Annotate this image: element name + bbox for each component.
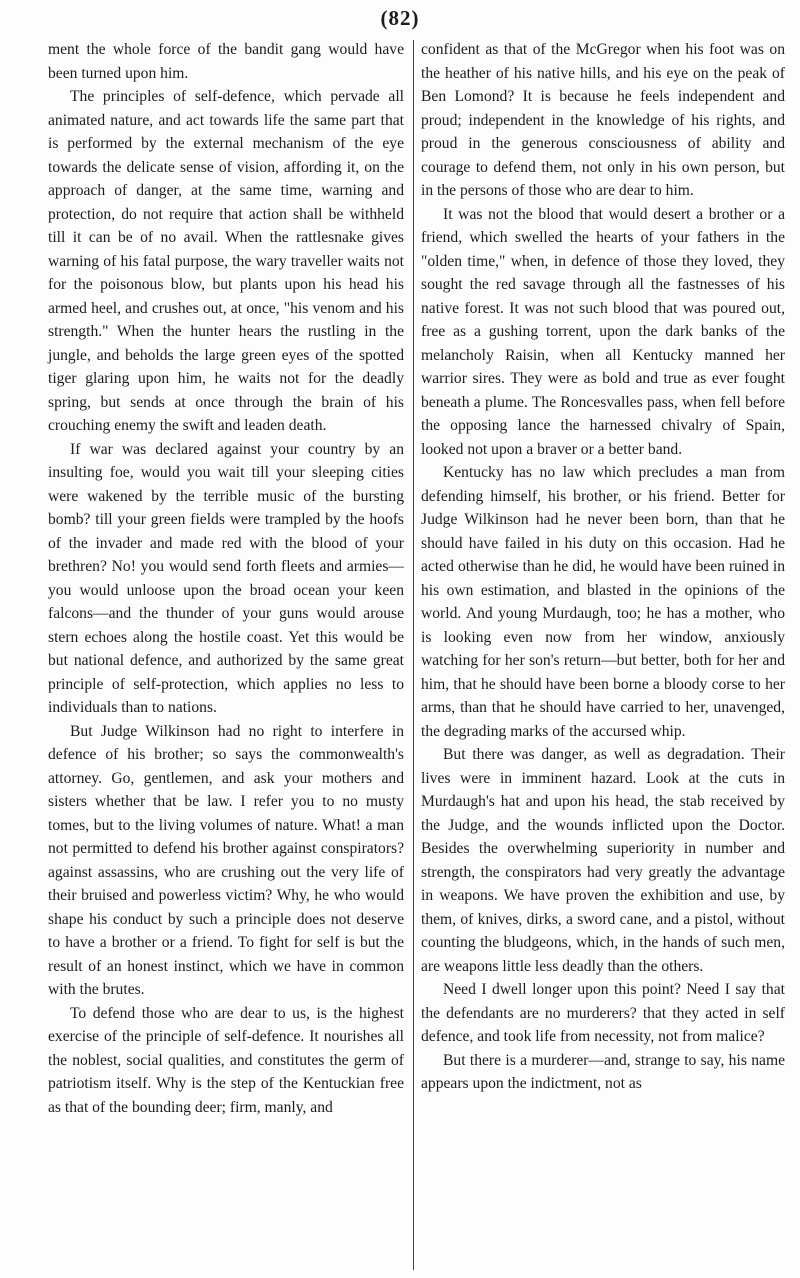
page-number: (82) xyxy=(380,6,420,30)
paragraph: To defend those who are dear to us, is the highest exercise of the principle of self-defence. It nourishes all the noblest, social qualities, and constitutes the germ of patriotism itself. Why is the step of the Kentuckian free as that of the bounding deer; firm, manly, and xyxy=(48,1004,404,1116)
left-column xyxy=(48,38,404,1119)
paragraph: Need I dwell longer upon this point? Need I say that the defendants are no murderers? that they acted in self defence, and took life from necessity, not from malice? xyxy=(421,981,785,1045)
paragraph: It was not the blood that would desert a brother or a friend, which swelled the hearts of your fathers in the "olden time," when, in defence of those they loved, they sought the red savage through all the fastnesses of his native forest. It was not such blood that was poured out, free as a gushing torrent, upon the dark banks of the melancholy Raisin, when all Kentucky manned her warrior sires. They were as bold and true as ever fought beneath a plume. The Roncesvalles pass, when fell before the opposing lance the harnessed chivalry of Spain, looked not upon a braver or a better band. xyxy=(421,205,785,458)
right-column xyxy=(421,38,785,1096)
paragraph: If war was declared against your country by an insulting foe, would you wait till your sleeping cities were wakened by the terrible music of the bursting bomb? till your green fields were trampled by the hoofs of the invader and made red with the blood of your brethren? No! you would send forth fleets and armies—you would unloose upon the broad ocean your keen falcons—and the thunder of your guns would arouse stern echoes along the hostile coast. Yet this would be but national defence, and authorized by the same great principle of self-protection, which applies no less to individuals than to nations. xyxy=(48,440,404,716)
paragraph: Kentucky has no law which precludes a man from defending himself, his brother, or his friend. Better for Judge Wilkinson had he never been born, than that he should have failed in his duty on this occasion. Had he acted otherwise than he did, he would have been ruined in his own estimation, and blasted in the opinions of the world. And young Murdaugh, too; he has a mother, who is looking even now from her window, anxiously watching for her son's return—but better, both for her and him, that he should have been borne a bloody corse to her arms, than that he should have carried to her, unavenged, the degrading marks of the accursed whip. xyxy=(421,464,785,740)
paragraph: But Judge Wilkinson had no right to interfere in defence of his brother; so says the commonwealth's attorney. Go, gentlemen, and ask your mothers and sisters whether that be law. I refer you to no musty tomes, but to the living volumes of nature. What! a man not permitted to defend his brother against conspirators? against assassins, who are crushing out the very life of their bruised and powerless victim? Why, he who would shape his conduct by such a principle does not deserve to have a brother or a friend. To fight for self is but the result of an honest instinct, which we have in common with the brutes. xyxy=(48,722,404,998)
paragraph: ment the whole force of the bandit gang would have been turned upon him. xyxy=(48,41,404,82)
paragraph: But there is a murderer—and, strange to say, his name appears upon the indictment, not as xyxy=(421,1051,785,1092)
column-divider xyxy=(413,40,414,1270)
paragraph: The principles of self-defence, which pervade all animated nature, and act towards life the same part that is performed by the external mechanism of the eye towards the delicate sense of vision, affording it, on the approach of danger, at the same time, warning and protection, do not require that action shall be withheld till it can be of no avail. When the rattlesnake gives warning of his fatal purpose, the wary traveller waits not for the poisonous blow, but plants upon his head his armed heel, and crushes out, at once, "his venom and his strength." When the hunter hears the rustling in the jungle, and beholds the large green eyes of the spotted tiger glaring upon him, he waits not for the deadly spring, but sends at once through the brain of his crouching enemy the swift and leaden death. xyxy=(48,88,404,434)
paragraph: confident as that of the McGregor when his foot was on the heather of his native hills, and his eye on the peak of Ben Lomond? It is because he feels independent and proud; independent in the knowledge of his rights, and proud in the generous consciousness of ability and courage to defend them, not only in his own person, but in the persons of those who are dear to him. xyxy=(421,41,785,199)
paragraph: But there was danger, as well as degradation. Their lives were in imminent hazard. Look at the cuts in Murdaugh's hat and upon his head, the stab received by the Judge, and the wounds inflicted upon the Doctor. Besides the overwhelming superiority in number and strength, the conspirators had very greatly the advantage in weapons. We have proven the exhibition and use, by them, of knives, dirks, a sword cane, and a pistol, without counting the bludgeons, which, in the hands of such men, are weapons little less deadly than the others. xyxy=(421,746,785,975)
